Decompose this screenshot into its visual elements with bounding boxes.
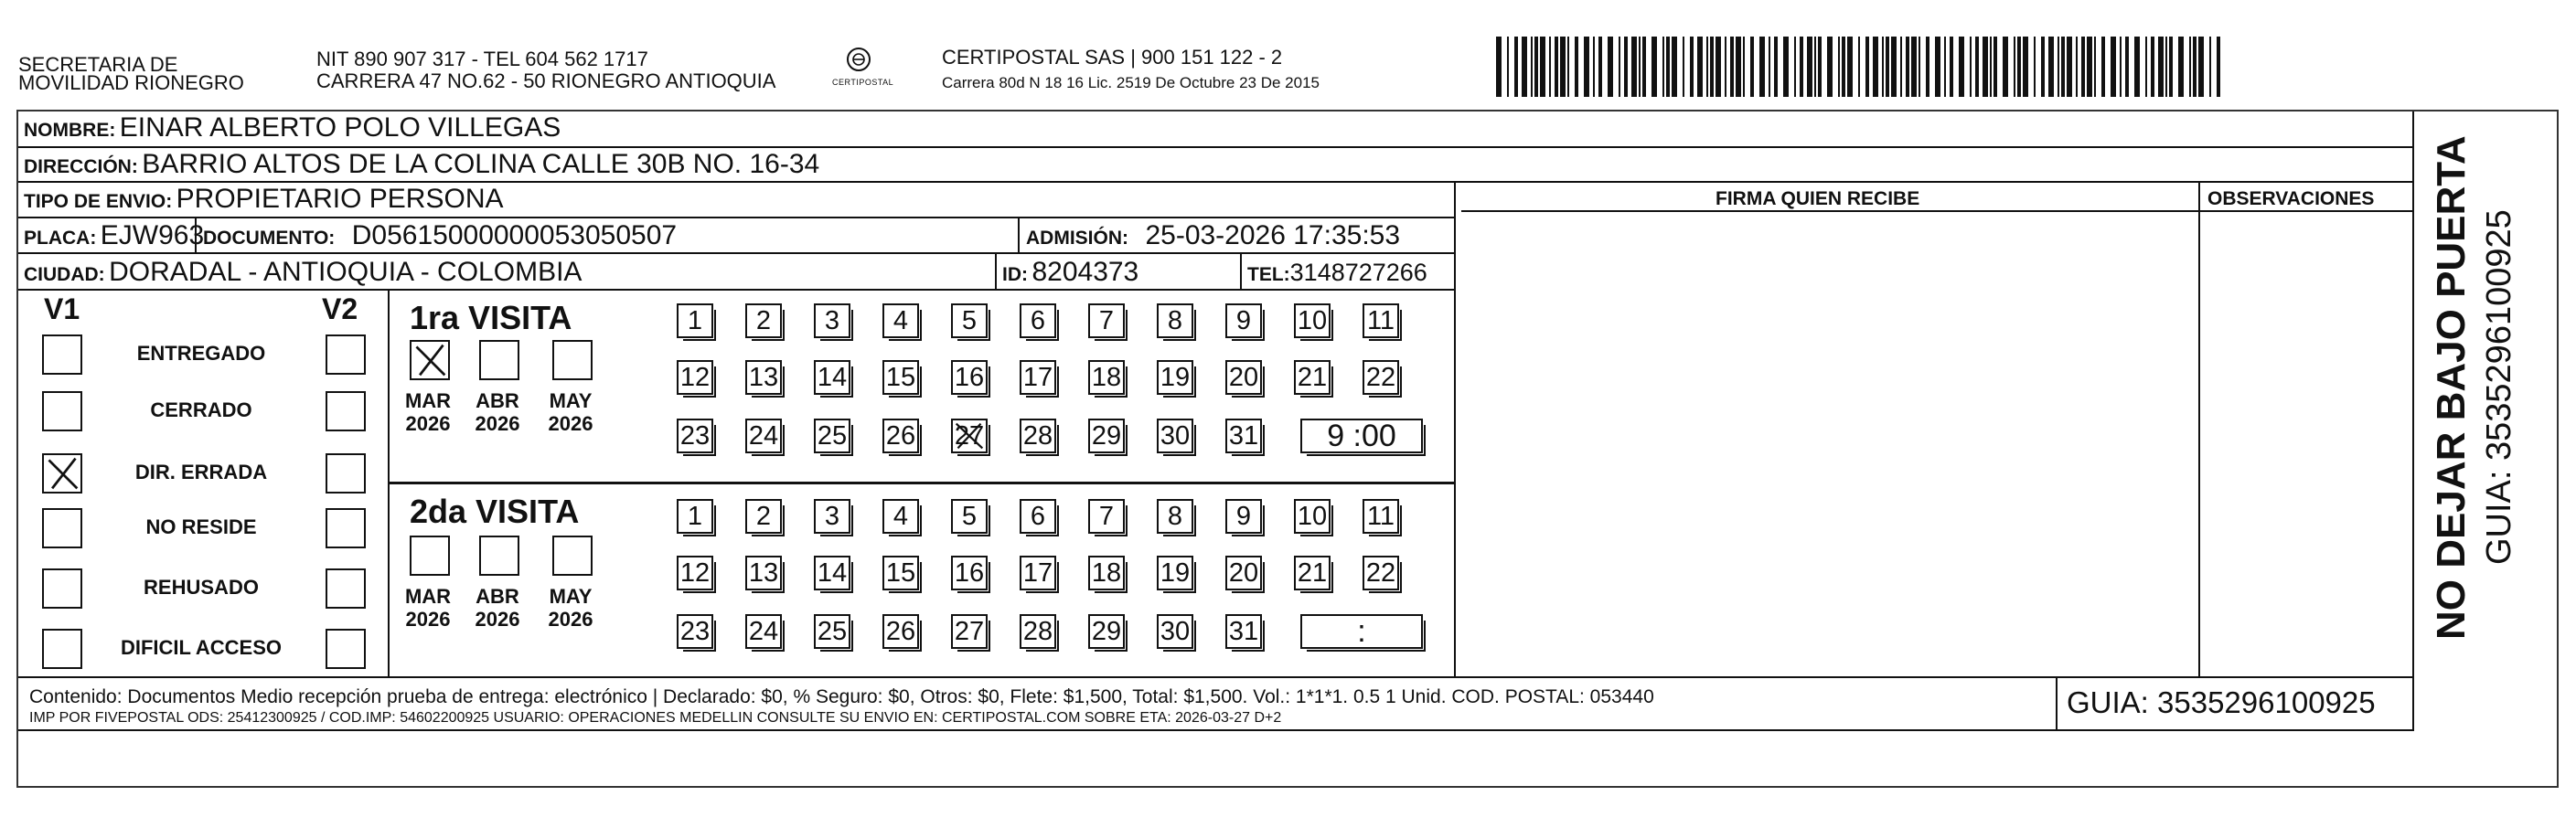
barcode-bar: [1750, 37, 1754, 97]
v1-label: V1: [44, 292, 80, 325]
barcode-bar: [1926, 37, 1929, 97]
visit2-day-box[interactable]: 12: [677, 556, 713, 590]
id-field: ID: 8204373: [1002, 257, 1139, 287]
visit1-day-box[interactable]: 17: [1020, 360, 1056, 395]
sender-nit: NIT 890 907 317 - TEL 604 562 1717: [316, 48, 648, 70]
barcode-bar: [1716, 37, 1721, 97]
visit1-day-box[interactable]: 15: [882, 360, 919, 395]
barcode-bar: [1847, 37, 1853, 97]
barcode-bar: [1842, 37, 1845, 97]
outer-frame: [16, 110, 2559, 788]
visit1-day-box[interactable]: 7: [1088, 303, 1125, 338]
visit1-day-box[interactable]: 2: [745, 303, 782, 338]
barcode-bar: [2178, 37, 2184, 97]
barcode-bar: [1736, 37, 1741, 97]
barcode-bar: [2067, 37, 2072, 97]
visit2-day-box[interactable]: 17: [1020, 556, 1056, 590]
visit2-month-label: MAR 2026: [404, 585, 452, 632]
side-warning: NO DEJAR BAJO PUERTA: [2429, 135, 2474, 640]
observaciones-header: OBSERVACIONES: [2207, 188, 2375, 209]
barcode-bar: [2076, 37, 2078, 97]
visit1-title: 1ra VISITA: [410, 299, 572, 336]
barcode-bar: [1642, 37, 1646, 97]
day-cross-mark-icon: [953, 420, 986, 451]
barcode-bar: [2125, 37, 2129, 97]
status-option-label: DIFICIL ACCESO: [120, 636, 282, 659]
barcode-bar: [1540, 37, 1545, 97]
barcode-bar: [1631, 37, 1637, 97]
visit2-day-box[interactable]: 1: [677, 499, 713, 534]
visit1-day-box[interactable]: 18: [1088, 360, 1125, 395]
visit2-day-box[interactable]: 28: [1020, 614, 1056, 649]
company-line: CERTIPOSTAL SAS | 900 151 122 - 2: [942, 46, 1283, 69]
barcode-bar: [1935, 37, 1940, 97]
tel-field: TEL:3148727266: [1247, 259, 1427, 286]
barcode-bar: [1593, 37, 1595, 97]
barcode-bar: [2017, 37, 2021, 97]
visit1-day-box[interactable]: 31: [1225, 419, 1262, 453]
visit1-day-box[interactable]: 5: [951, 303, 988, 338]
barcode-bar: [1774, 37, 1778, 97]
documento-field: DOCUMENTO: D05615000000053050507: [203, 220, 678, 250]
admision-field: ADMISIÓN: 25-03-2026 17:35:53: [1026, 220, 1401, 250]
visit2-month-checkbox[interactable]: [552, 536, 593, 576]
visit1-day-box[interactable]: 16: [951, 360, 988, 395]
visit1-day-box[interactable]: 29: [1088, 419, 1125, 453]
barcode-bar: [1944, 37, 1946, 97]
barcode-bar: [1697, 37, 1703, 97]
barcode-bar: [1549, 37, 1551, 97]
visit2-month-label: MAY 2026: [548, 585, 593, 632]
barcode-bar: [2087, 37, 2092, 97]
barcode-bar: [1900, 37, 1902, 97]
logo-caption: CERTIPOSTAL: [832, 78, 894, 87]
visit2-day-box[interactable]: 18: [1088, 556, 1125, 590]
visit2-day-box[interactable]: 26: [882, 614, 919, 649]
barcode-bar: [1886, 37, 1889, 97]
visit1-day-box[interactable]: 25: [814, 419, 850, 453]
barcode-bar: [1725, 37, 1726, 97]
barcode-bar: [1507, 37, 1509, 97]
barcode-bar: [2151, 37, 2154, 97]
barcode-bar: [1865, 37, 1869, 97]
documento-value: D05615000000053050507: [351, 220, 678, 250]
tipo-envio-value: PROPIETARIO PERSONA: [176, 184, 504, 214]
visit1-day-box[interactable]: 12: [677, 360, 713, 395]
barcode-bar: [1514, 37, 1518, 97]
barcode-bar: [1624, 37, 1628, 97]
barcode-bar: [1743, 37, 1745, 97]
barcode-bar: [2111, 37, 2116, 97]
barcode-bar: [1818, 37, 1822, 97]
status-option-label: ENTREGADO: [136, 342, 266, 365]
visit1-day-box[interactable]: 10: [1294, 303, 1331, 338]
barcode-bar: [1906, 37, 1909, 97]
visit2-month-checkbox[interactable]: [479, 536, 519, 576]
barcode-bar: [2145, 37, 2147, 97]
barcode-bar: [1683, 37, 1684, 97]
ciudad-value: DORADAL - ANTIOQUIA - COLOMBIA: [109, 257, 583, 287]
visit2-day-box[interactable]: 31: [1225, 614, 1262, 649]
visit1-day-box[interactable]: 14: [814, 360, 850, 395]
barcode-bar: [1911, 37, 1917, 97]
barcode-bar: [1950, 37, 1953, 97]
barcode-bar: [1662, 37, 1664, 97]
barcode-bar: [1531, 37, 1533, 97]
barcode-bar: [2198, 37, 2204, 97]
barcode-bar: [2034, 37, 2036, 97]
firma-header: FIRMA QUIEN RECIBE: [1716, 188, 1920, 209]
visit1-month-label: MAR 2026: [404, 389, 452, 436]
sender-line-1: SECRETARIA DE: [18, 53, 178, 76]
visit2-title: 2da VISITA: [410, 493, 580, 530]
tipo-envio-field: TIPO DE ENVIO: PROPIETARIO PERSONA: [24, 184, 504, 214]
barcode-bar: [2014, 37, 2015, 97]
barcode-bar: [1807, 37, 1812, 97]
status-option-label: DIR. ERRADA: [134, 461, 268, 483]
barcode-bar: [1959, 37, 1964, 97]
barcode-bar: [1567, 37, 1569, 97]
barcode-bar: [1919, 37, 1920, 97]
barcode-bar: [2193, 37, 2197, 97]
barcode-bar: [1838, 37, 1840, 97]
direccion-value: BARRIO ALTOS DE LA COLINA CALLE 30B NO. 16-34: [142, 149, 820, 179]
tel-value: 3148727266: [1289, 259, 1427, 286]
barcode-bar: [2081, 37, 2085, 97]
v2-label: V2: [322, 292, 358, 325]
barcode-bar: [2209, 37, 2211, 97]
barcode-bar: [1873, 37, 1878, 97]
status-option-label: REHUSADO: [144, 576, 259, 599]
visit1-day-box[interactable]: 24: [745, 419, 782, 453]
visit2-day-box[interactable]: 3: [814, 499, 850, 534]
barcode-bar: [1882, 37, 1884, 97]
visit2-month-label: ABR 2026: [475, 585, 520, 632]
visit1-day-box[interactable]: 28: [1020, 419, 1056, 453]
barcode-bar: [1759, 37, 1765, 97]
visit2-day-box[interactable]: 30: [1157, 614, 1193, 649]
barcode-bar: [2101, 37, 2105, 97]
visit1-day-box[interactable]: 20: [1225, 360, 1262, 395]
visit2-day-box[interactable]: 21: [1294, 556, 1331, 590]
visit1-month-checkbox[interactable]: [479, 340, 519, 380]
visit2-day-box[interactable]: 27: [951, 614, 988, 649]
visit1-time-box[interactable]: 9 :00: [1300, 419, 1423, 453]
visit1-day-box[interactable]: 26: [882, 419, 919, 453]
barcode-bar: [2003, 37, 2008, 97]
check-mark-icon: [412, 342, 448, 378]
barcode-bar: [1534, 37, 1538, 97]
visit1-day-box[interactable]: 27: [951, 419, 988, 453]
barcode-bar: [2041, 37, 2045, 97]
barcode-bar: [1496, 37, 1502, 97]
visit2-day-box[interactable]: 6: [1020, 499, 1056, 534]
visit1-day-box[interactable]: 1: [677, 303, 713, 338]
visit2-day-box[interactable]: 24: [745, 614, 782, 649]
barcode-bar: [1827, 37, 1833, 97]
barcode-bar: [2189, 37, 2191, 97]
barcode-bar: [1619, 37, 1620, 97]
nombre-value: EINAR ALBERTO POLO VILLEGAS: [119, 112, 561, 143]
sender-address: CARRERA 47 NO.62 - 50 RIONEGRO ANTIOQUIA: [316, 69, 776, 92]
barcode-bar: [1522, 37, 1527, 97]
status-option-label: NO RESIDE: [145, 515, 257, 538]
barcode: [1496, 37, 2228, 97]
barcode-bar: [1769, 37, 1770, 97]
visit1-month-checkbox[interactable]: [410, 340, 450, 380]
barcode-bar: [1608, 37, 1613, 97]
barcode-bar: [2094, 37, 2096, 97]
admision-value: 25-03-2026 17:35:53: [1145, 220, 1401, 250]
visit1-day-box[interactable]: 13: [745, 360, 782, 395]
barcode-bar: [1975, 37, 1979, 97]
barcode-bar: [2165, 37, 2167, 97]
barcode-bar: [1794, 37, 1796, 97]
footer-imp: IMP POR FIVEPOSTAL ODS: 25412300925 / COD.IMP: 54602200925 USUARIO: OPERACIONES MEDELLIN CONSULTE SU ENVIO EN: CERTIPOSTAL.COM SOBRE ETA: 2026-03-27 D+2: [29, 710, 1282, 726]
barcode-bar: [2134, 37, 2140, 97]
ciudad-field: CIUDAD: DORADAL - ANTIOQUIA - COLOMBIA: [24, 257, 583, 287]
barcode-bar: [2169, 37, 2173, 97]
visit1-month-checkbox[interactable]: [552, 340, 593, 380]
barcode-bar: [1983, 37, 1988, 97]
barcode-bar: [1783, 37, 1789, 97]
visit1-month-label: ABR 2026: [475, 389, 520, 436]
sender-line-2: MOVILIDAD RIONEGRO: [18, 71, 244, 94]
barcode-bar: [1584, 37, 1589, 97]
visit2-day-box[interactable]: 14: [814, 556, 850, 590]
visit2-day-box[interactable]: 2: [745, 499, 782, 534]
barcode-bar: [2023, 37, 2028, 97]
visit1-month-label: MAY 2026: [548, 389, 593, 436]
barcode-bar: [1672, 37, 1677, 97]
visit2-month-checkbox[interactable]: [410, 536, 450, 576]
visit1-day-box[interactable]: 3: [814, 303, 850, 338]
barcode-bar: [1690, 37, 1694, 97]
barcode-bar: [1598, 37, 1602, 97]
barcode-bar: [2048, 37, 2054, 97]
placa-field: PLACA: EJW963: [24, 220, 205, 250]
barcode-bar: [1639, 37, 1641, 97]
visit2-day-box[interactable]: 23: [677, 614, 713, 649]
visit1-day-box[interactable]: 22: [1363, 360, 1399, 395]
visit2-day-box[interactable]: 10: [1294, 499, 1331, 534]
barcode-bar: [1891, 37, 1897, 97]
barcode-bar: [2158, 37, 2164, 97]
barcode-bar: [2217, 37, 2220, 97]
nombre-field: NOMBRE: EINAR ALBERTO POLO VILLEGAS: [24, 112, 561, 143]
certipostal-logo: [832, 44, 894, 90]
visit2-day-box[interactable]: 29: [1088, 614, 1125, 649]
barcode-bar: [1800, 37, 1803, 97]
visit2-day-box[interactable]: 20: [1225, 556, 1262, 590]
barcode-bar: [1666, 37, 1670, 97]
barcode-bar: [2120, 37, 2122, 97]
visit1-day-box[interactable]: 23: [677, 419, 713, 453]
barcode-bar: [1710, 37, 1714, 97]
status-option-label: CERRADO: [150, 398, 252, 421]
visit2-day-box[interactable]: 16: [951, 556, 988, 590]
visit1-day-box[interactable]: 21: [1294, 360, 1331, 395]
visit2-day-box[interactable]: 19: [1157, 556, 1193, 590]
visit2-day-box[interactable]: 15: [882, 556, 919, 590]
visit2-day-box[interactable]: 25: [814, 614, 850, 649]
barcode-bar: [1560, 37, 1566, 97]
visit1-day-box[interactable]: 11: [1363, 303, 1399, 338]
visit1-day-box[interactable]: 6: [1020, 303, 1056, 338]
barcode-bar: [1858, 37, 1860, 97]
visit2-day-box[interactable]: 13: [745, 556, 782, 590]
visit2-time-box[interactable]: :: [1300, 614, 1423, 649]
footer-contenido: Contenido: Documentos Medio recepción prueba de entrega: electrónico | Declarado: $0, % Seguro: $0, Otros: $0, Flete: $1,500, Total: $1,500. Vol.: 1*1*1. 0.5 1 Unid. COD. POSTAL: 053440: [29, 686, 1654, 707]
barcode-bar: [1990, 37, 1992, 97]
visit1-day-box[interactable]: 4: [882, 303, 919, 338]
visit1-day-box[interactable]: 30: [1157, 419, 1193, 453]
barcode-bar: [1970, 37, 1972, 97]
barcode-bar: [1730, 37, 1734, 97]
visit2-day-box[interactable]: 4: [882, 499, 919, 534]
barcode-bar: [2061, 37, 2065, 97]
barcode-bar: [1555, 37, 1558, 97]
visit2-day-box[interactable]: 8: [1157, 499, 1193, 534]
barcode-bar: [1814, 37, 1816, 97]
visit2-day-box[interactable]: 22: [1363, 556, 1399, 590]
direccion-field: DIRECCIÓN: BARRIO ALTOS DE LA COLINA CALLE 30B NO. 16-34: [24, 149, 820, 179]
visit1-day-box[interactable]: 8: [1157, 303, 1193, 338]
placa-value: EJW963: [100, 220, 205, 250]
id-value: 8204373: [1031, 257, 1139, 287]
license-line: Carrera 80d N 18 16 Lic. 2519 De Octubre 23 De 2015: [942, 74, 1320, 91]
visit2-day-box[interactable]: 5: [951, 499, 988, 534]
side-guia: GUIA: 3535296100925: [2480, 209, 2518, 565]
barcode-bar: [1651, 37, 1657, 97]
visit2-day-box[interactable]: 7: [1088, 499, 1125, 534]
visit2-day-box[interactable]: 11: [1363, 499, 1399, 534]
visit1-day-box[interactable]: 19: [1157, 360, 1193, 395]
visit2-day-box[interactable]: 9: [1225, 499, 1262, 534]
visit1-day-box[interactable]: 9: [1225, 303, 1262, 338]
barcode-bar: [1575, 37, 1578, 97]
barcode-bar: [1706, 37, 1708, 97]
footer-guia: GUIA: 3535296100925: [2067, 685, 2376, 719]
barcode-bar: [1993, 37, 1997, 97]
barcode-bar: [2058, 37, 2059, 97]
